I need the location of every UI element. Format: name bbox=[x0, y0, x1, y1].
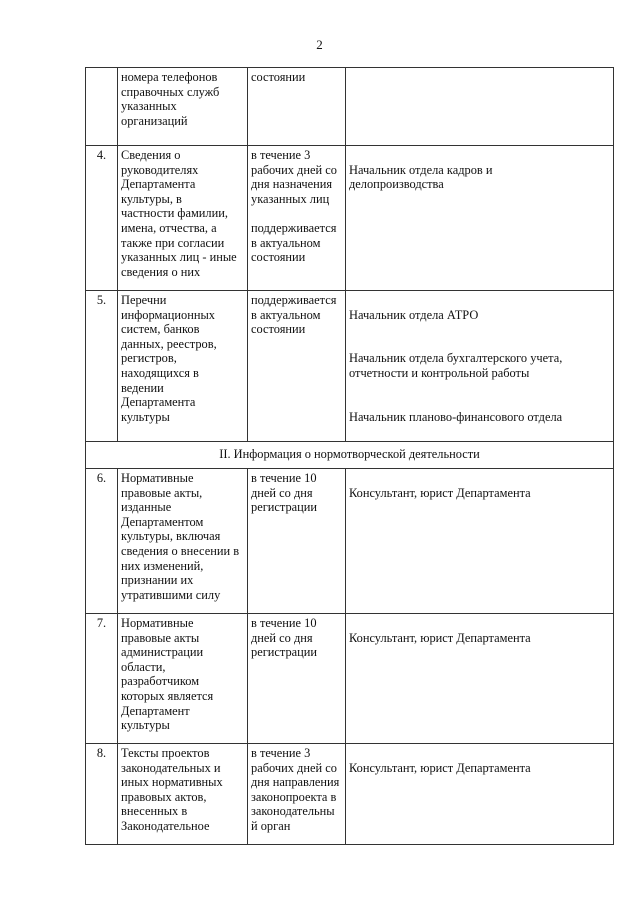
info-cell: Перечни информационных систем, банков данных, реестров, регистров, находящихся в ведении Департамента культуры bbox=[118, 291, 248, 442]
table-row bbox=[86, 613, 614, 743]
responsible-cell bbox=[346, 743, 614, 844]
responsible-cell bbox=[346, 613, 614, 743]
responsible-text: Консультант, юрист Департамента bbox=[349, 760, 531, 775]
publication-schedule-table bbox=[85, 67, 614, 845]
info-cell: номера телефонов справочных служб указанных организаций bbox=[118, 68, 248, 146]
table-row bbox=[86, 68, 614, 146]
info-cell: Нормативные правовые акты, изданные Департаментом культуры, включая сведения о внесении в них изменений, признании их утратившими силу bbox=[118, 468, 248, 613]
term-cell: в течение 3 рабочих дней со дня назначения указанных лиц поддерживается в актуальном состоянии bbox=[248, 146, 346, 291]
row-number: 5. bbox=[86, 291, 118, 442]
section-header-row bbox=[86, 441, 614, 468]
table-row bbox=[86, 146, 614, 291]
responsible-text: Консультант, юрист Департамента bbox=[349, 630, 531, 645]
responsible-cell bbox=[346, 146, 614, 291]
responsible-text: Консультант, юрист Департамента bbox=[349, 485, 531, 500]
row-number bbox=[86, 68, 118, 146]
responsible-cell bbox=[346, 68, 614, 146]
row-number: 8. bbox=[86, 743, 118, 844]
responsible-text: Начальник отдела бухгалтерского учета, отчетности и контрольной работы bbox=[349, 351, 563, 380]
info-cell: Сведения о руководителях Департамента культуры, в частности фамилии, имена, отчества, а также при согласии указанных лиц - иные сведения о них bbox=[118, 146, 248, 291]
table-row bbox=[86, 291, 614, 442]
row-number: 6. bbox=[86, 468, 118, 613]
table-row bbox=[86, 743, 614, 844]
term-cell: в течение 10 дней со дня регистрации bbox=[248, 613, 346, 743]
term-cell: в течение 10 дней со дня регистрации bbox=[248, 468, 346, 613]
row-number: 7. bbox=[86, 613, 118, 743]
section-title: II. Информация о нормотворческой деятельности bbox=[86, 441, 614, 468]
table-row bbox=[86, 468, 614, 613]
term-cell: поддерживается в актуальном состоянии bbox=[248, 291, 346, 442]
responsible-text: Начальник отдела АТРО bbox=[349, 307, 479, 322]
responsible-text: Начальник отдела кадров и делопроизводства bbox=[349, 162, 493, 192]
info-cell: Тексты проектов законодательных и иных нормативных правовых актов, внесенных в Законодательное bbox=[118, 743, 248, 844]
row-number: 4. bbox=[86, 146, 118, 291]
info-cell: Нормативные правовые акты администрации области, разработчиком которых является Департамент культуры bbox=[118, 613, 248, 743]
responsible-cell bbox=[346, 468, 614, 613]
term-cell: в течение 3 рабочих дней со дня направления законопроекта в законодательны й орган bbox=[248, 743, 346, 844]
page-number: 2 bbox=[316, 37, 323, 52]
term-cell: состоянии bbox=[248, 68, 346, 146]
responsible-text: Начальник планово-финансового отдела bbox=[349, 409, 563, 424]
responsible-cell bbox=[346, 291, 614, 442]
